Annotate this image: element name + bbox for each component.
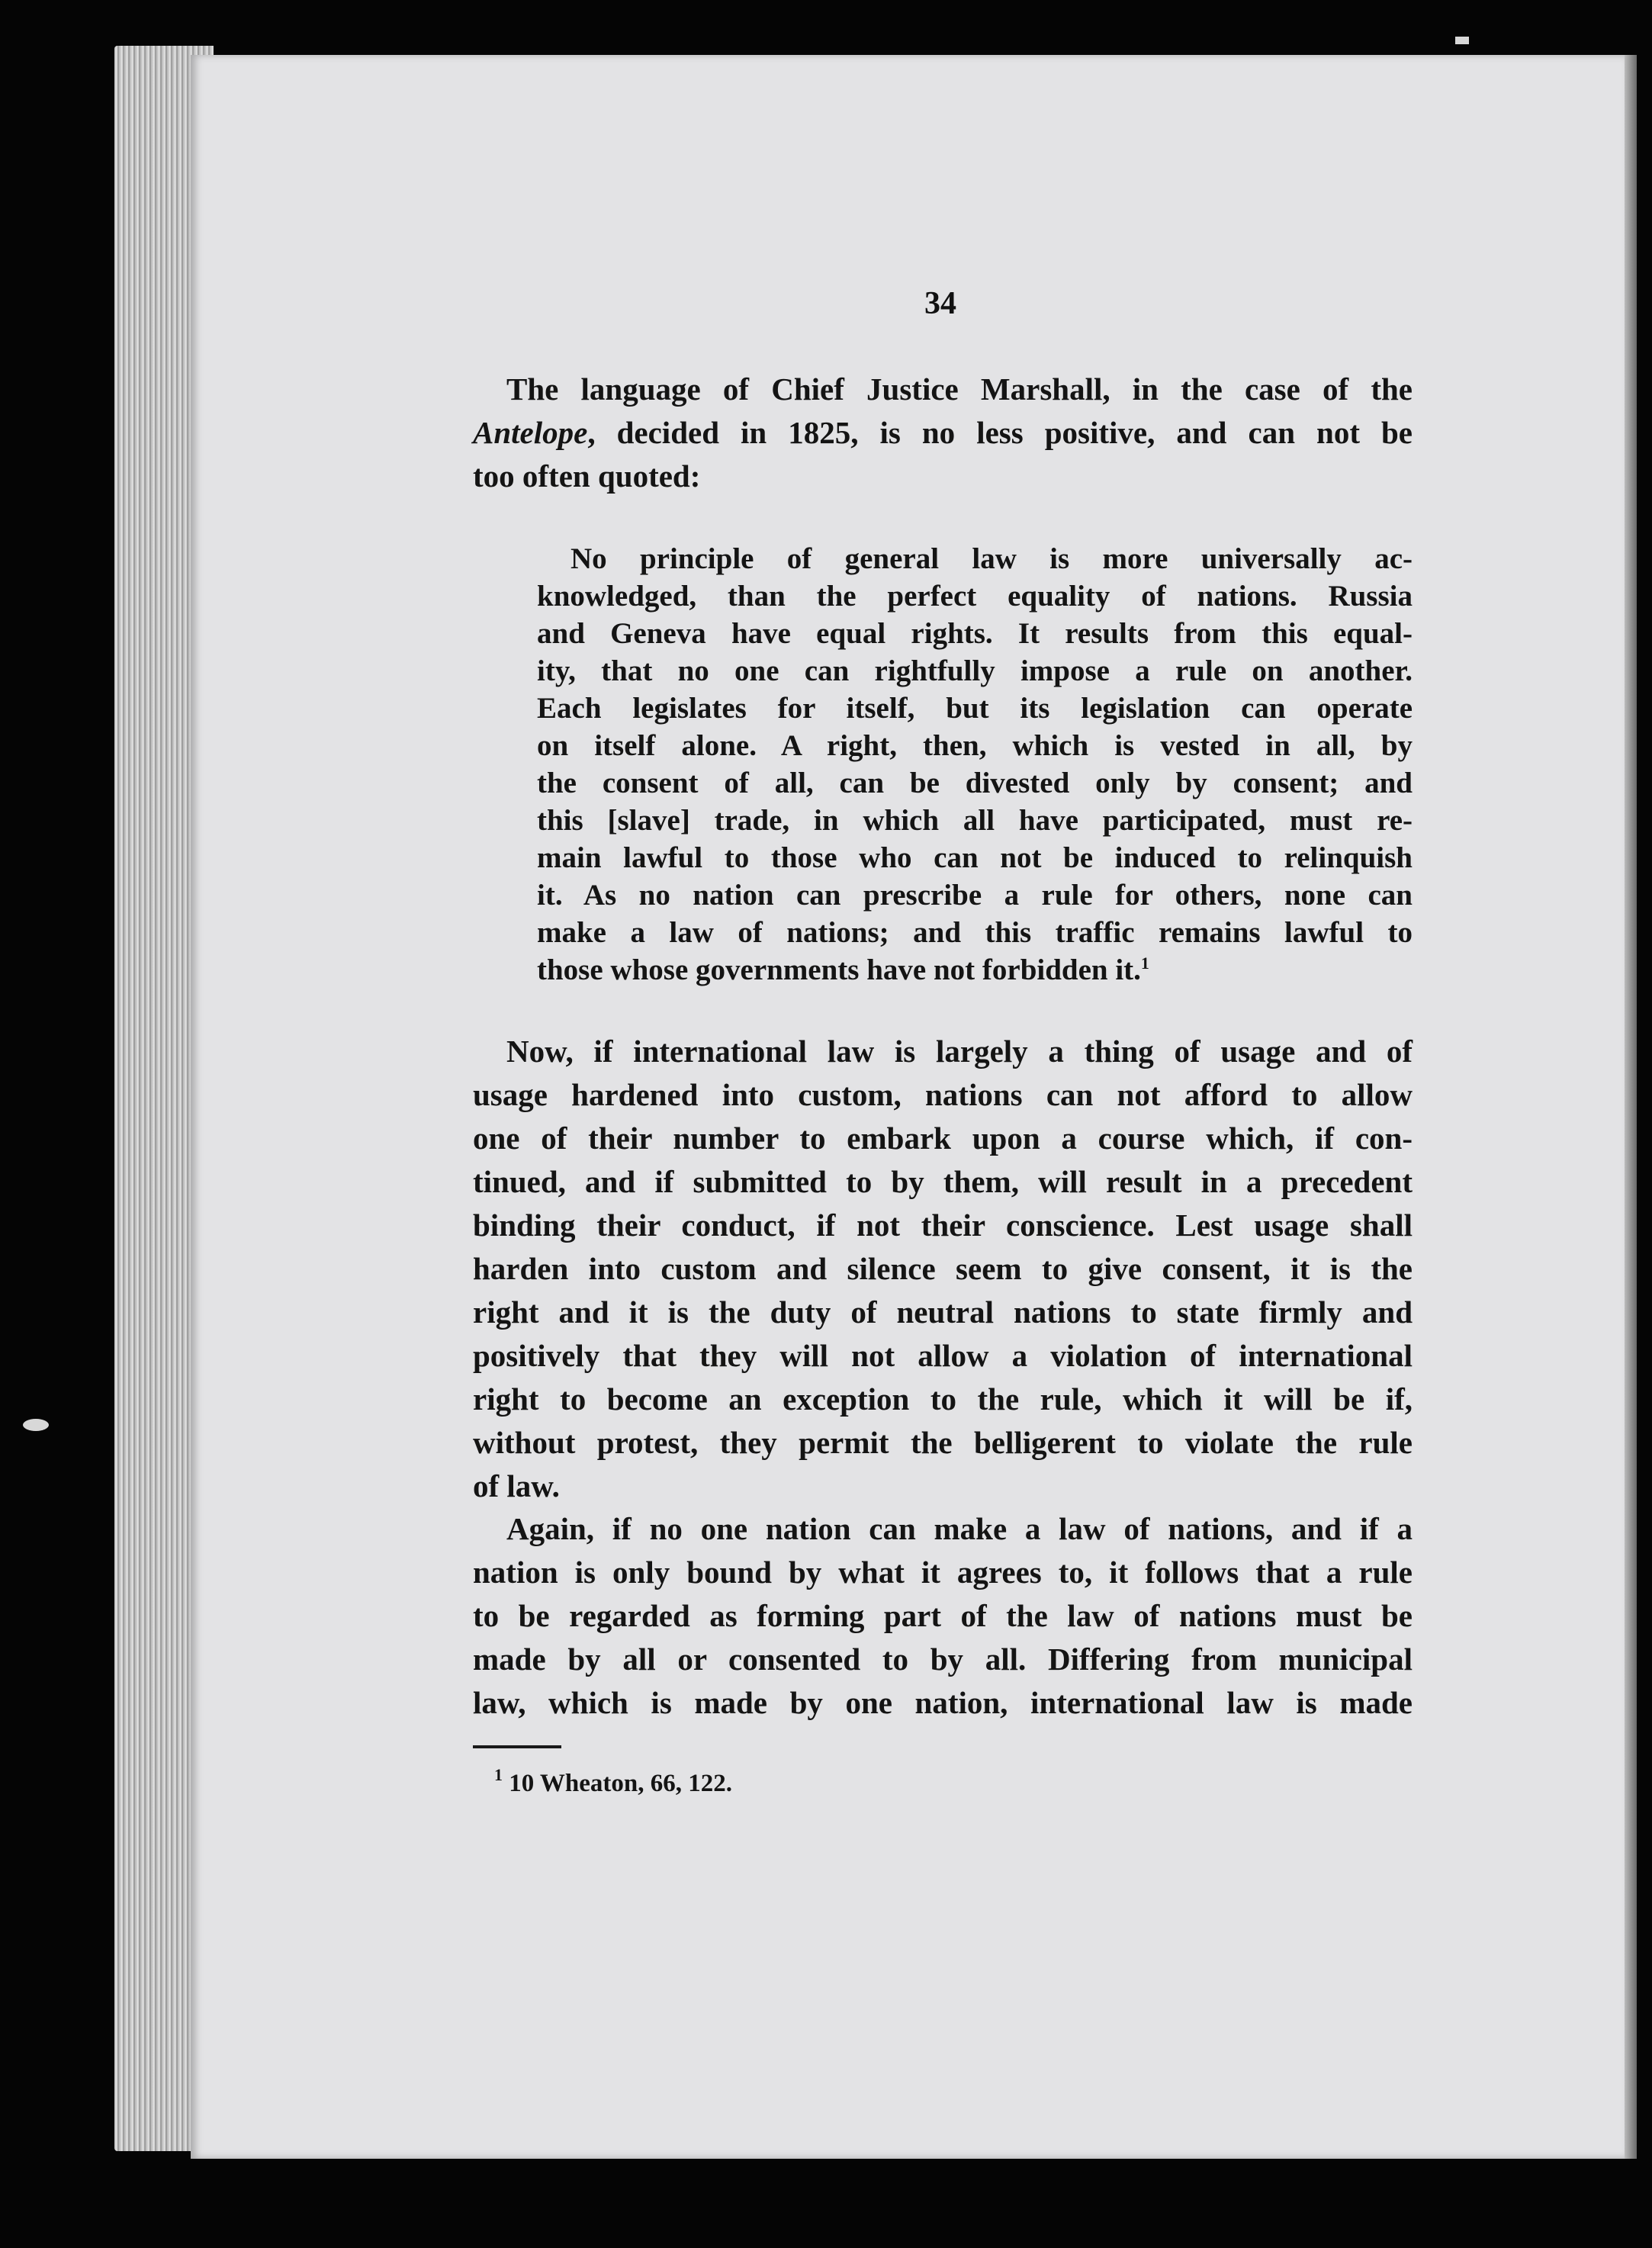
quote-line: and Geneva have equal rights. It results from this equal- bbox=[537, 617, 1413, 650]
text-line: nation is only bound by what it agrees to, it follows that a rule bbox=[473, 1555, 1413, 1590]
quote-line: No principle of general law is more universally ac- bbox=[570, 542, 1413, 575]
quote-line: knowledged, than the perfect equality of nations. Russia bbox=[537, 580, 1413, 613]
footnote-divider bbox=[473, 1745, 561, 1748]
text-line: one of their number to embark upon a course which, if con- bbox=[473, 1121, 1413, 1156]
text-line: positively that they will not allow a violation of international bbox=[473, 1338, 1413, 1373]
text-line: too often quoted: bbox=[473, 458, 701, 494]
text-line bbox=[473, 411, 1413, 455]
text-line: The language of Chief Justice Marshall, in the case of the bbox=[506, 371, 1413, 407]
quote-line: make a law of nations; and this traffic remains lawful to bbox=[537, 916, 1413, 949]
paragraph-intro bbox=[473, 368, 1413, 498]
footnote-reference[interactable]: 1 bbox=[1140, 954, 1149, 973]
text-line: tinued, and if submitted to by them, will result in a precedent bbox=[473, 1164, 1413, 1199]
text-line: binding their conduct, if not their conscience. Lest usage shall bbox=[473, 1208, 1413, 1243]
text-line-rest: , decided in 1825, is no less positive, and can not be bbox=[587, 415, 1413, 450]
block-quote bbox=[537, 540, 1413, 989]
quote-line-last bbox=[537, 951, 1413, 989]
quote-line: the consent of all, can be divested only by consent; and bbox=[537, 767, 1413, 799]
quote-line: Each legislates for itself, but its legislation can operate bbox=[537, 692, 1413, 725]
text-line: Again, if no one nation can make a law of nations, and if a bbox=[506, 1511, 1413, 1546]
text-line: right and it is the duty of neutral nations to state firmly and bbox=[473, 1294, 1413, 1330]
scan-speck bbox=[1455, 37, 1469, 44]
text-line: of law. bbox=[473, 1468, 560, 1503]
footnote-marker: 1 bbox=[494, 1765, 503, 1784]
text-line: harden into custom and silence seem to give consent, it is the bbox=[473, 1251, 1413, 1286]
quote-line-text: those whose governments have not forbidden it. bbox=[537, 954, 1141, 986]
quote-line: it. As no nation can prescribe a rule for others, none can bbox=[537, 879, 1413, 912]
paragraph-international-law bbox=[473, 1030, 1413, 1508]
footnote bbox=[494, 1765, 732, 1798]
page-number: 34 bbox=[924, 286, 956, 321]
quote-line: this [slave] trade, in which all have participated, must re- bbox=[537, 804, 1413, 837]
text-line: right to become an exception to the rule, which it will be if, bbox=[473, 1381, 1413, 1417]
scan-speck bbox=[23, 1419, 49, 1431]
book-right-edge bbox=[1625, 55, 1637, 2159]
text-line: without protest, they permit the belligerent to violate the rule bbox=[473, 1425, 1413, 1460]
footnote-text: 10 Wheaton, 66, 122. bbox=[509, 1770, 732, 1797]
quote-line: ity, that no one can rightfully impose a rule on another. bbox=[537, 654, 1413, 687]
text-line: law, which is made by one nation, international law is made bbox=[473, 1685, 1413, 1720]
paragraph-again bbox=[473, 1507, 1413, 1725]
text-line: made by all or consented to by all. Differing from municipal bbox=[473, 1642, 1413, 1677]
quote-line: main lawful to those who can not be induced to relinquish bbox=[537, 841, 1413, 874]
case-name: Antelope bbox=[473, 415, 588, 450]
text-line: to be regarded as forming part of the law of nations must be bbox=[473, 1598, 1413, 1633]
text-line: usage hardened into custom, nations can not afford to allow bbox=[473, 1077, 1413, 1112]
quote-line: on itself alone. A right, then, which is vested in all, by bbox=[537, 729, 1413, 762]
text-line: Now, if international law is largely a thing of usage and of bbox=[506, 1034, 1413, 1069]
